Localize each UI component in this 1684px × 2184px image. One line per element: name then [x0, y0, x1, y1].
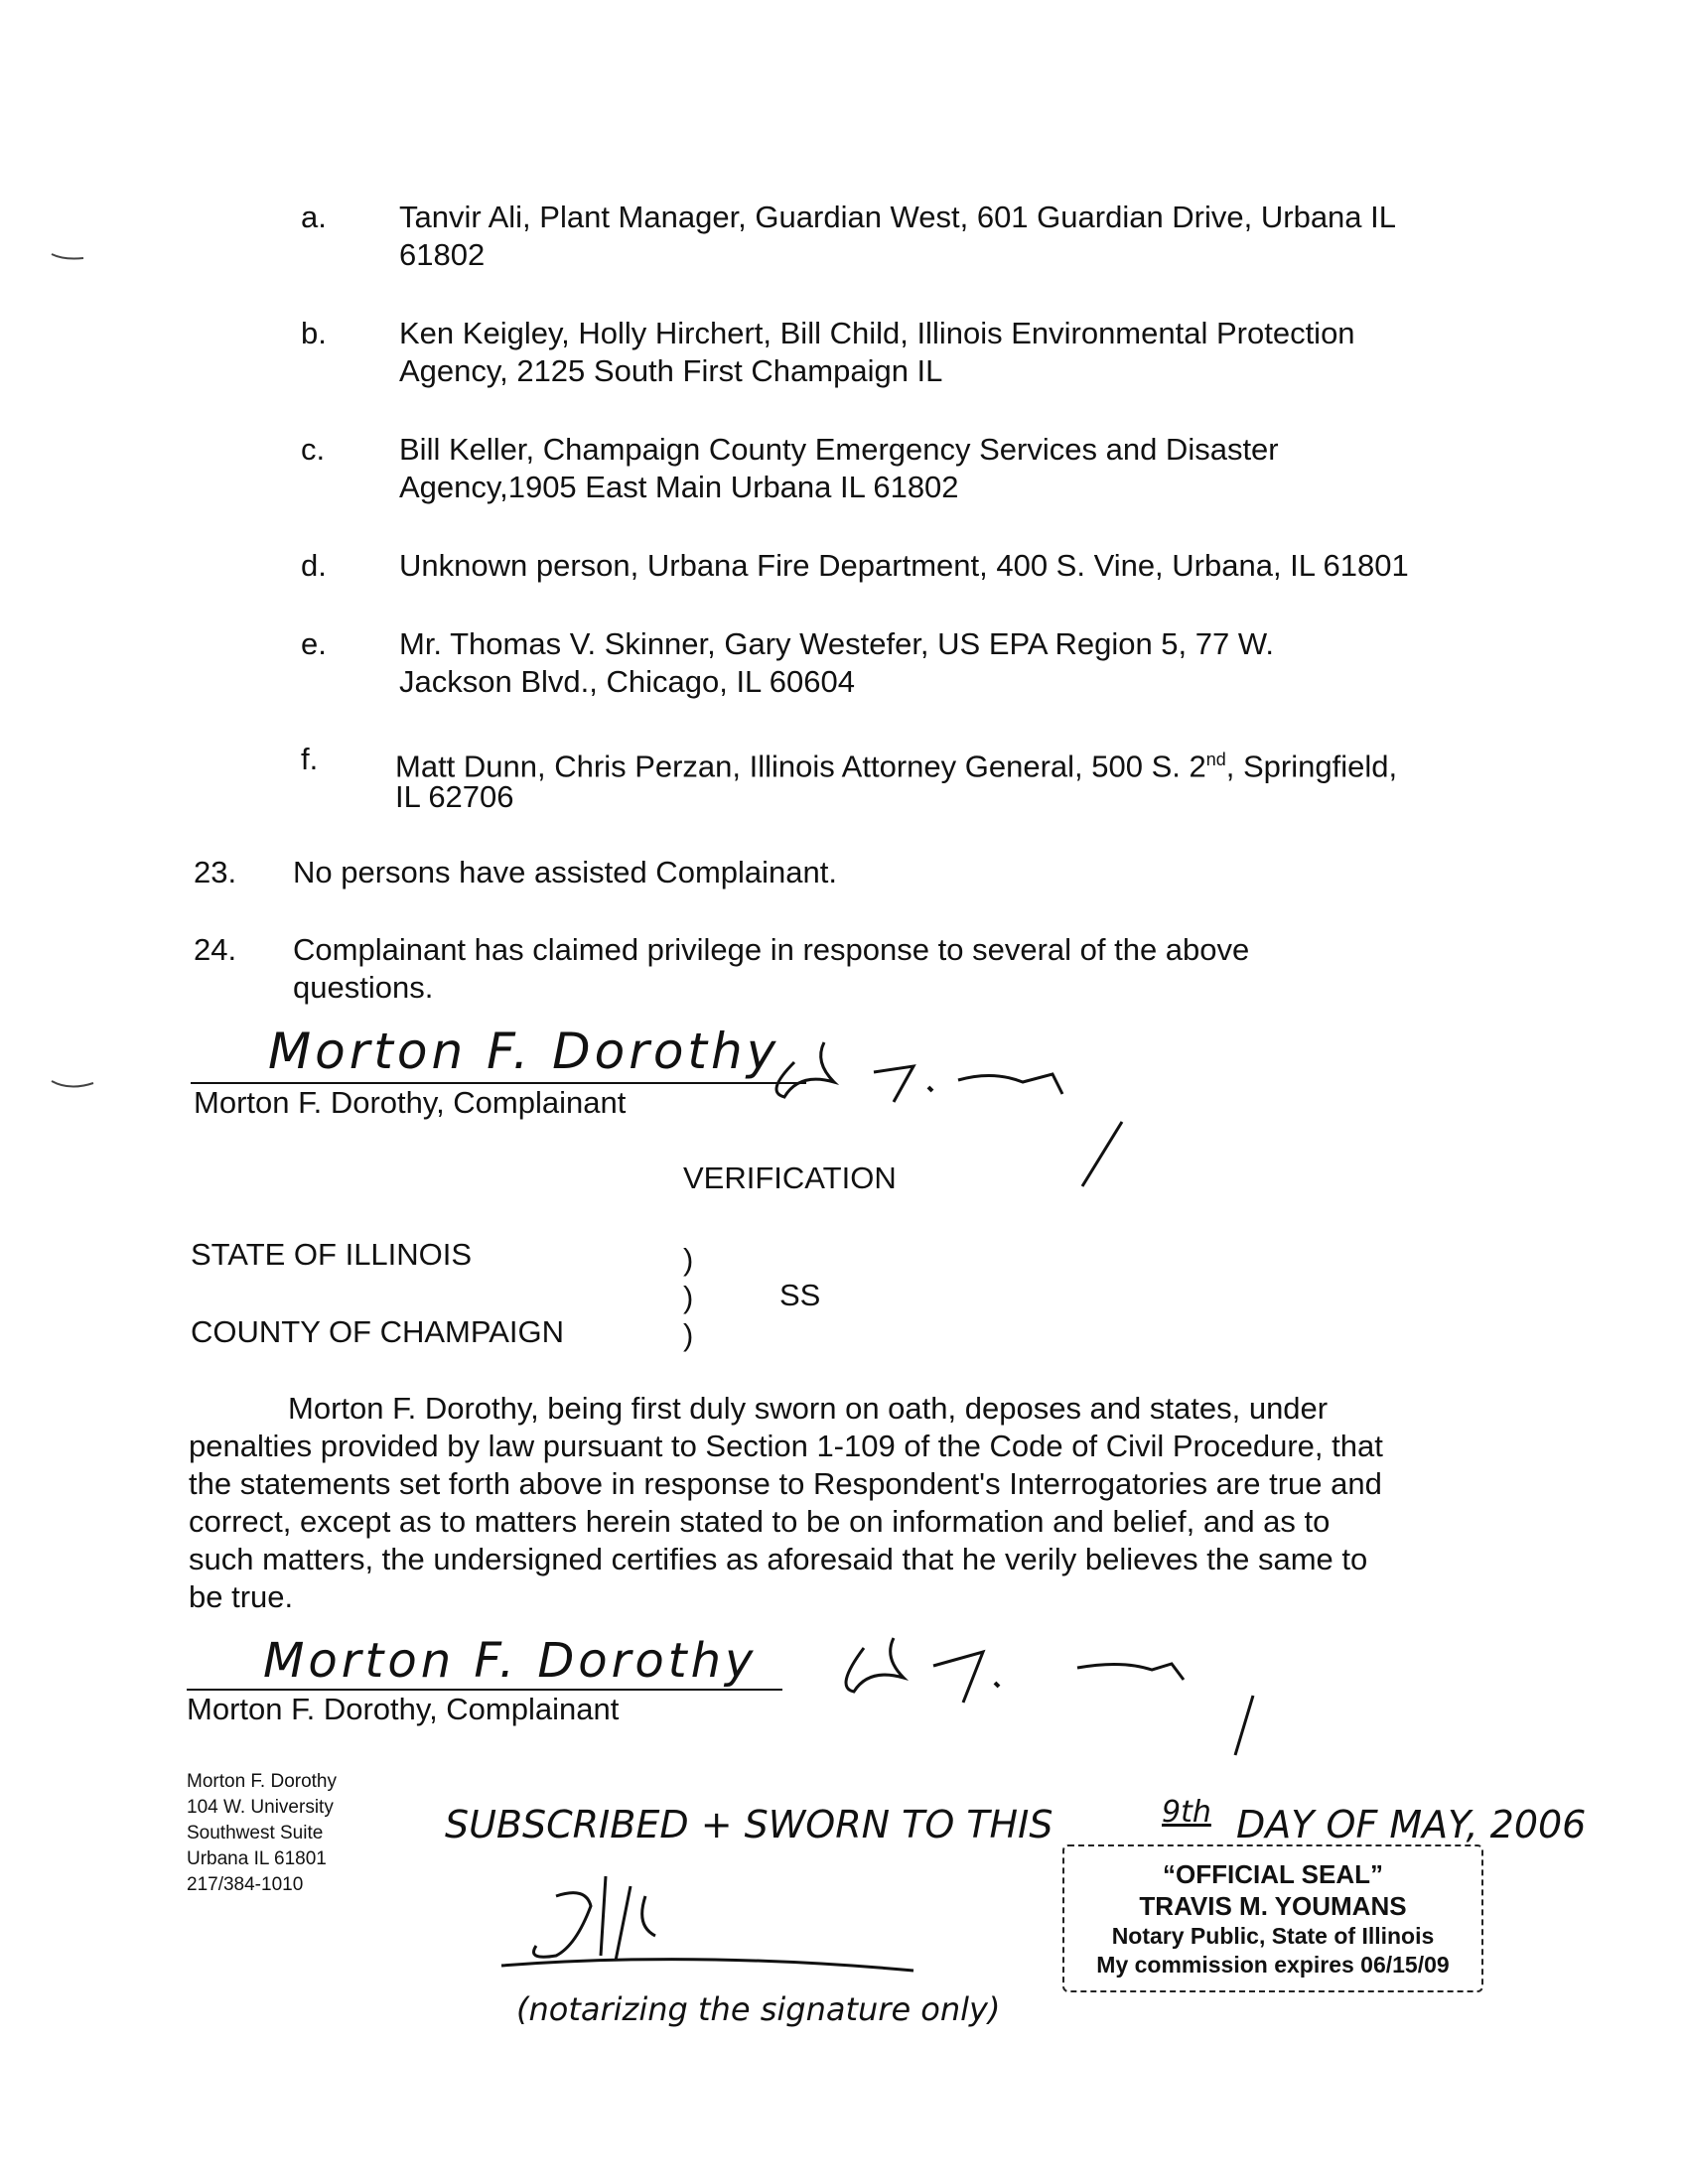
signature-flourish: [824, 1608, 1271, 1757]
address-line: Morton F. Dorothy: [187, 1771, 337, 1792]
body-line: the statements set forth above in response to Respondent's Interrogatories are true and: [189, 1466, 1382, 1501]
venue-state: STATE OF ILLINOIS: [191, 1237, 473, 1272]
venue-bracket: ): [683, 1242, 694, 1277]
seal-role: Notary Public, State of Illinois: [1111, 1923, 1435, 1949]
item-label: d.: [301, 548, 327, 583]
item-number: 23.: [194, 855, 237, 889]
venue-bracket: ): [683, 1280, 694, 1314]
item-line: 61802: [399, 237, 486, 272]
address-line: Urbana IL 61801: [187, 1848, 327, 1869]
item-line: Tanvir Ali, Plant Manager, Guardian West, 601 Guardian Drive, Urbana IL: [399, 200, 1397, 234]
item-label: c.: [301, 432, 326, 467]
handwritten-date: DAY OF MAY, 2006: [1236, 1803, 1587, 1846]
item-line: IL 62706: [395, 779, 514, 814]
item-line: Bill Keller, Champaign County Emergency Services and Disaster: [399, 432, 1279, 467]
signature-caption: Morton F. Dorothy, Complainant: [187, 1692, 620, 1726]
handwritten-jurat: SUBSCRIBED + SWORN TO THIS: [445, 1803, 1053, 1846]
body-line: such matters, the undersigned certifies as aforesaid that he verily believes the same to: [189, 1542, 1368, 1576]
notary-seal: [1062, 1844, 1483, 1992]
body-line: be true.: [189, 1579, 294, 1614]
verification-heading: VERIFICATION: [683, 1160, 897, 1195]
item-label: b.: [301, 316, 327, 350]
item-line: Unknown person, Urbana Fire Department, 400 S. Vine, Urbana, IL 61801: [399, 548, 1409, 583]
item-line: questions.: [293, 970, 434, 1005]
body-line: correct, except as to matters herein stated to be on information and belief, and as to: [189, 1504, 1331, 1539]
signature-caption: Morton F. Dorothy, Complainant: [194, 1085, 627, 1120]
notary-signature: [496, 1866, 923, 1985]
scan-speck: [50, 1077, 99, 1097]
item-line: Jackson Blvd., Chicago, IL 60604: [399, 664, 855, 699]
venue-ss: SS: [779, 1278, 821, 1312]
venue-bracket: ): [683, 1317, 694, 1352]
scan-speck: [50, 248, 89, 268]
address-line: Southwest Suite: [187, 1823, 324, 1843]
address-line: 217/384-1010: [187, 1874, 304, 1895]
item-label: f.: [301, 742, 319, 776]
item-number: 24.: [194, 932, 237, 967]
item-label: a.: [301, 200, 327, 234]
item-line: Matt Dunn, Chris Perzan, Illinois Attorney General, 500 S. 2nd, Springfield,: [395, 749, 1398, 784]
seal-expiry: My commission expires 06/15/09: [1096, 1952, 1450, 1978]
item-line: Complainant has claimed privilege in response to several of the above: [293, 932, 1250, 967]
handwritten-day: 9th: [1162, 1795, 1211, 1830]
address-line: 104 W. University: [187, 1797, 334, 1818]
item-line: Mr. Thomas V. Skinner, Gary Westefer, US EPA Region 5, 77 W.: [399, 626, 1275, 661]
handwritten-signature: Morton F. Dorothy: [263, 1633, 758, 1689]
handwritten-signature: Morton F. Dorothy: [268, 1023, 780, 1080]
handwritten-note: (notarizing the signature only): [516, 1990, 1001, 2028]
item-line: No persons have assisted Complainant.: [293, 855, 837, 889]
item-label: e.: [301, 626, 327, 661]
item-line: Ken Keigley, Holly Hirchert, Bill Child, Illinois Environmental Protection: [399, 316, 1355, 350]
item-line: Agency, 2125 South First Champaign IL: [399, 353, 943, 388]
venue-county: COUNTY OF CHAMPAIGN: [191, 1314, 565, 1349]
seal-title: “OFFICIAL SEAL”: [1163, 1859, 1383, 1889]
body-line: penalties provided by law pursuant to Section 1-109 of the Code of Civil Procedure, that: [189, 1429, 1383, 1463]
seal-name: TRAVIS M. YOUMANS: [1139, 1891, 1407, 1921]
item-line: Agency,1905 East Main Urbana IL 61802: [399, 470, 959, 504]
body-line: Morton F. Dorothy, being first duly sworn on oath, deposes and states, under: [288, 1391, 1329, 1426]
